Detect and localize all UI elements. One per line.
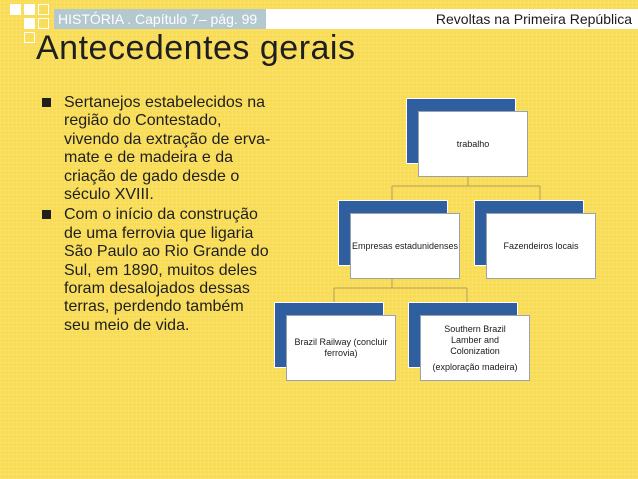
bullet-item [40,94,272,204]
decor-square [38,18,49,29]
course-reference: HISTÓRIA . Capítulo 7– pág. 99 [54,9,266,29]
header-topic: Revoltas na Primeira República [435,11,632,27]
bullet-list [40,94,272,337]
node-southern-brazil-name: Southern Brazil Lamber and Colonization [444,323,506,356]
node-root-label: trabalho [418,111,528,177]
bullet-text: Com o início da construção de uma ferrovia que ligaria São Paulo ao Rio Grande do Sul, em 1890, muitos deles foram desalojados dessas terras, perdendo também seu meio de vida. [64,206,269,334]
bullet-square-icon [42,98,51,107]
decor-square [10,4,21,15]
bullet-text: Sertanejos estabelecidos na região do Contestado, vivendo da extração de erva-mate e de madeira e da criação de gado desde o século XVIII. [64,94,271,204]
bullet-item [40,206,272,335]
decor-square [38,4,49,15]
node-brazil-railway-label: Brazil Railway (concluir ferrovia) [286,315,396,381]
node-southern-brazil-note: (exploração madeira) [432,361,518,372]
decor-square [24,4,35,15]
node-empresas-label: Empresas estadunidenses [350,213,460,279]
slide-title: Antecedentes gerais [36,29,356,67]
decor-square [24,32,35,43]
decor-square [24,18,35,29]
node-fazendeiros-label: Fazendeiros locais [486,213,596,279]
node-southern-brazil-label [420,315,530,381]
bullet-square-icon [42,210,51,219]
